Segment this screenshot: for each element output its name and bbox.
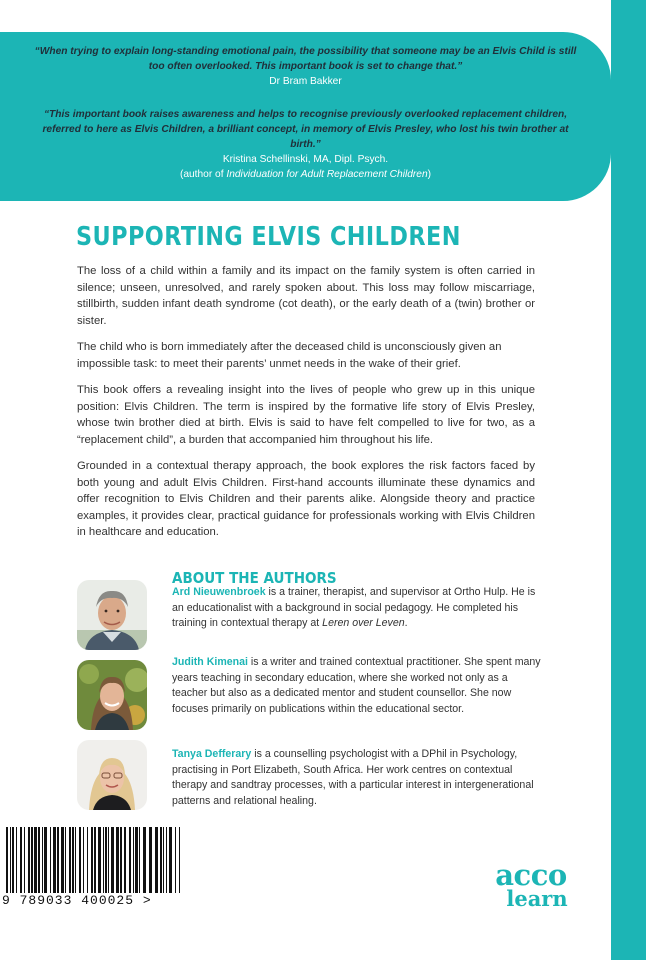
author-photo-ard: [77, 580, 147, 650]
barcode-bar: [79, 827, 81, 893]
author-bio-tanya: Tanya Defferary is a counselling psychologist with a DPhil in Psychology, practising in Port Elizabeth, South Africa. Her work centres on contextual therapy and sandtray processes, with a particular interest in intergenerational patterns and relational healing.: [172, 748, 534, 807]
blurb-paragraph-3: This book offers a revealing insight into the lives of people who grew up in this unique position: Elvis Children. The term is inspired by the formative life story of Elvis Presley, whose twin brother died at birth. Elvis is said to have felt compelled to live for two, as a “replacement child”, a burden that accompanied him throughout his life.: [77, 384, 535, 446]
barcode-bar: [135, 827, 138, 893]
barcode-bar: [69, 827, 71, 893]
barcode-bar: [12, 827, 14, 893]
barcode-bar: [155, 827, 158, 893]
barcode-bar: [44, 827, 47, 893]
blurb-paragraph-4: Grounded in a contextual therapy approach, the book explores the risk factors faced by both young and adult Elvis Children. First-hand accounts illuminate these dynamics and offer recognition to Elvis Children and their parents alike. Alongside theory and practice examples, it provides clear, practical guidance for professionals working with Elvis Children in healthcare and education.: [77, 460, 535, 538]
barcode-bar: [57, 827, 59, 893]
quote-2-author: Kristina Schellinski, MA, Dipl. Psych.: [222, 154, 389, 165]
author-bio-judith: Judith Kimenai is a writer and trained contextual practitioner. She spent many years teaching in secondary education, where she worked not only as a teacher but also as a dedicated mentor and student counsellor. She now focuses primarily on publications within the educational sector.: [172, 656, 541, 715]
barcode-bar: [83, 827, 84, 893]
barcode-bar: [61, 827, 64, 893]
barcode-bar: [139, 827, 140, 893]
isbn-digits: 9 789033 400025 >: [2, 893, 152, 908]
author-bio-ard: Ard Nieuwenbroek is a trainer, therapist, and supervisor at Ortho Hulp. He is an educationalist with a background in social pedagogy. He completed his training in contextual therapy at Leren over Leven.: [172, 586, 536, 630]
barcode-bar: [94, 827, 96, 893]
barcode-bar: [133, 827, 134, 893]
authors-heading: ABOUT THE AUTHORS: [172, 569, 337, 587]
barcode-bar: [108, 827, 109, 893]
quote-1-text: “When trying to explain long-standing emotional pain, the possibility that someone may be an Elvis Child is still too often overlooked. This important book is set to change that.”: [34, 46, 577, 72]
endorsements-panel: [0, 32, 611, 201]
barcode-bar: [120, 827, 122, 893]
blurb: [77, 263, 535, 551]
spine-band: [611, 0, 646, 960]
barcode-bar: [169, 827, 172, 893]
blurb-paragraph-1: The loss of a child within a family and its impact on the family system is often carried in silence; unseen, unresolved, and rarely spoken about. This loss may follow miscarriage, stillbirth, sudden infant death syndrome (cot death), or the early death of a (twin) brother or sister.: [77, 265, 535, 327]
quote-2-author-note: (author of Individuation for Adult Replacement Children): [179, 169, 432, 180]
author-photo-judith: [77, 660, 147, 730]
author-photo-tanya: [77, 740, 147, 810]
quote-1-author: Dr Bram Bakker: [269, 76, 342, 87]
logo-line-1: acco: [495, 858, 567, 892]
barcode-bar: [75, 827, 76, 893]
barcode-bar: [28, 827, 30, 893]
barcode-bar: [53, 827, 56, 893]
barcode-bar: [31, 827, 33, 893]
quote-2-text: “This important book raises awareness and helps to recognise previously overlooked replacement children, referred to here as Elvis Children, a brilliant concept, in memory of Elvis Presley, who lost his twin brother at birth.”: [42, 109, 569, 150]
barcode-bar: [175, 827, 176, 893]
barcode-bar: [103, 827, 104, 893]
barcode-bar: [124, 827, 126, 893]
barcode-bar: [72, 827, 74, 893]
blurb-paragraph-2: The child who is born immediately after the deceased child is unconsciously given an impossible task: to meet their parents’ unmet needs in the wake of their grief.: [77, 341, 502, 370]
barcode-bar: [10, 827, 11, 893]
barcode-bar: [42, 827, 43, 893]
barcode-bar: [34, 827, 37, 893]
barcode-bar: [87, 827, 88, 893]
barcode-bar: [65, 827, 66, 893]
book-title: SUPPORTING ELVIS CHILDREN: [76, 222, 461, 252]
barcode-bar: [166, 827, 167, 893]
barcode-bar: [38, 827, 40, 893]
barcode-bar: [129, 827, 131, 893]
barcode-bar: [149, 827, 152, 893]
publisher-logo: [486, 858, 576, 911]
barcode-bar: [160, 827, 162, 893]
barcode-bar: [16, 827, 17, 893]
barcode-bar: [6, 827, 8, 893]
barcode-bar: [163, 827, 164, 893]
barcode-bar: [91, 827, 93, 893]
barcode-bar: [143, 827, 146, 893]
author-name-tanya: Tanya Defferary: [172, 748, 252, 760]
barcode-bar: [111, 827, 114, 893]
barcode-bar: [179, 827, 180, 893]
barcode-bar: [98, 827, 101, 893]
logo-line-2: learn: [506, 886, 568, 911]
author-name-ard: Ard Nieuwenbroek: [172, 586, 266, 598]
barcode-bar: [50, 827, 51, 893]
barcode-bar: [105, 827, 107, 893]
barcode-bar: [116, 827, 119, 893]
author-name-judith: Judith Kimenai: [172, 656, 248, 668]
isbn-barcode: [0, 823, 190, 935]
barcode-bar: [24, 827, 25, 893]
quote-2-book-title: Individuation for Adult Replacement Children: [226, 169, 428, 180]
barcode-bar: [20, 827, 22, 893]
